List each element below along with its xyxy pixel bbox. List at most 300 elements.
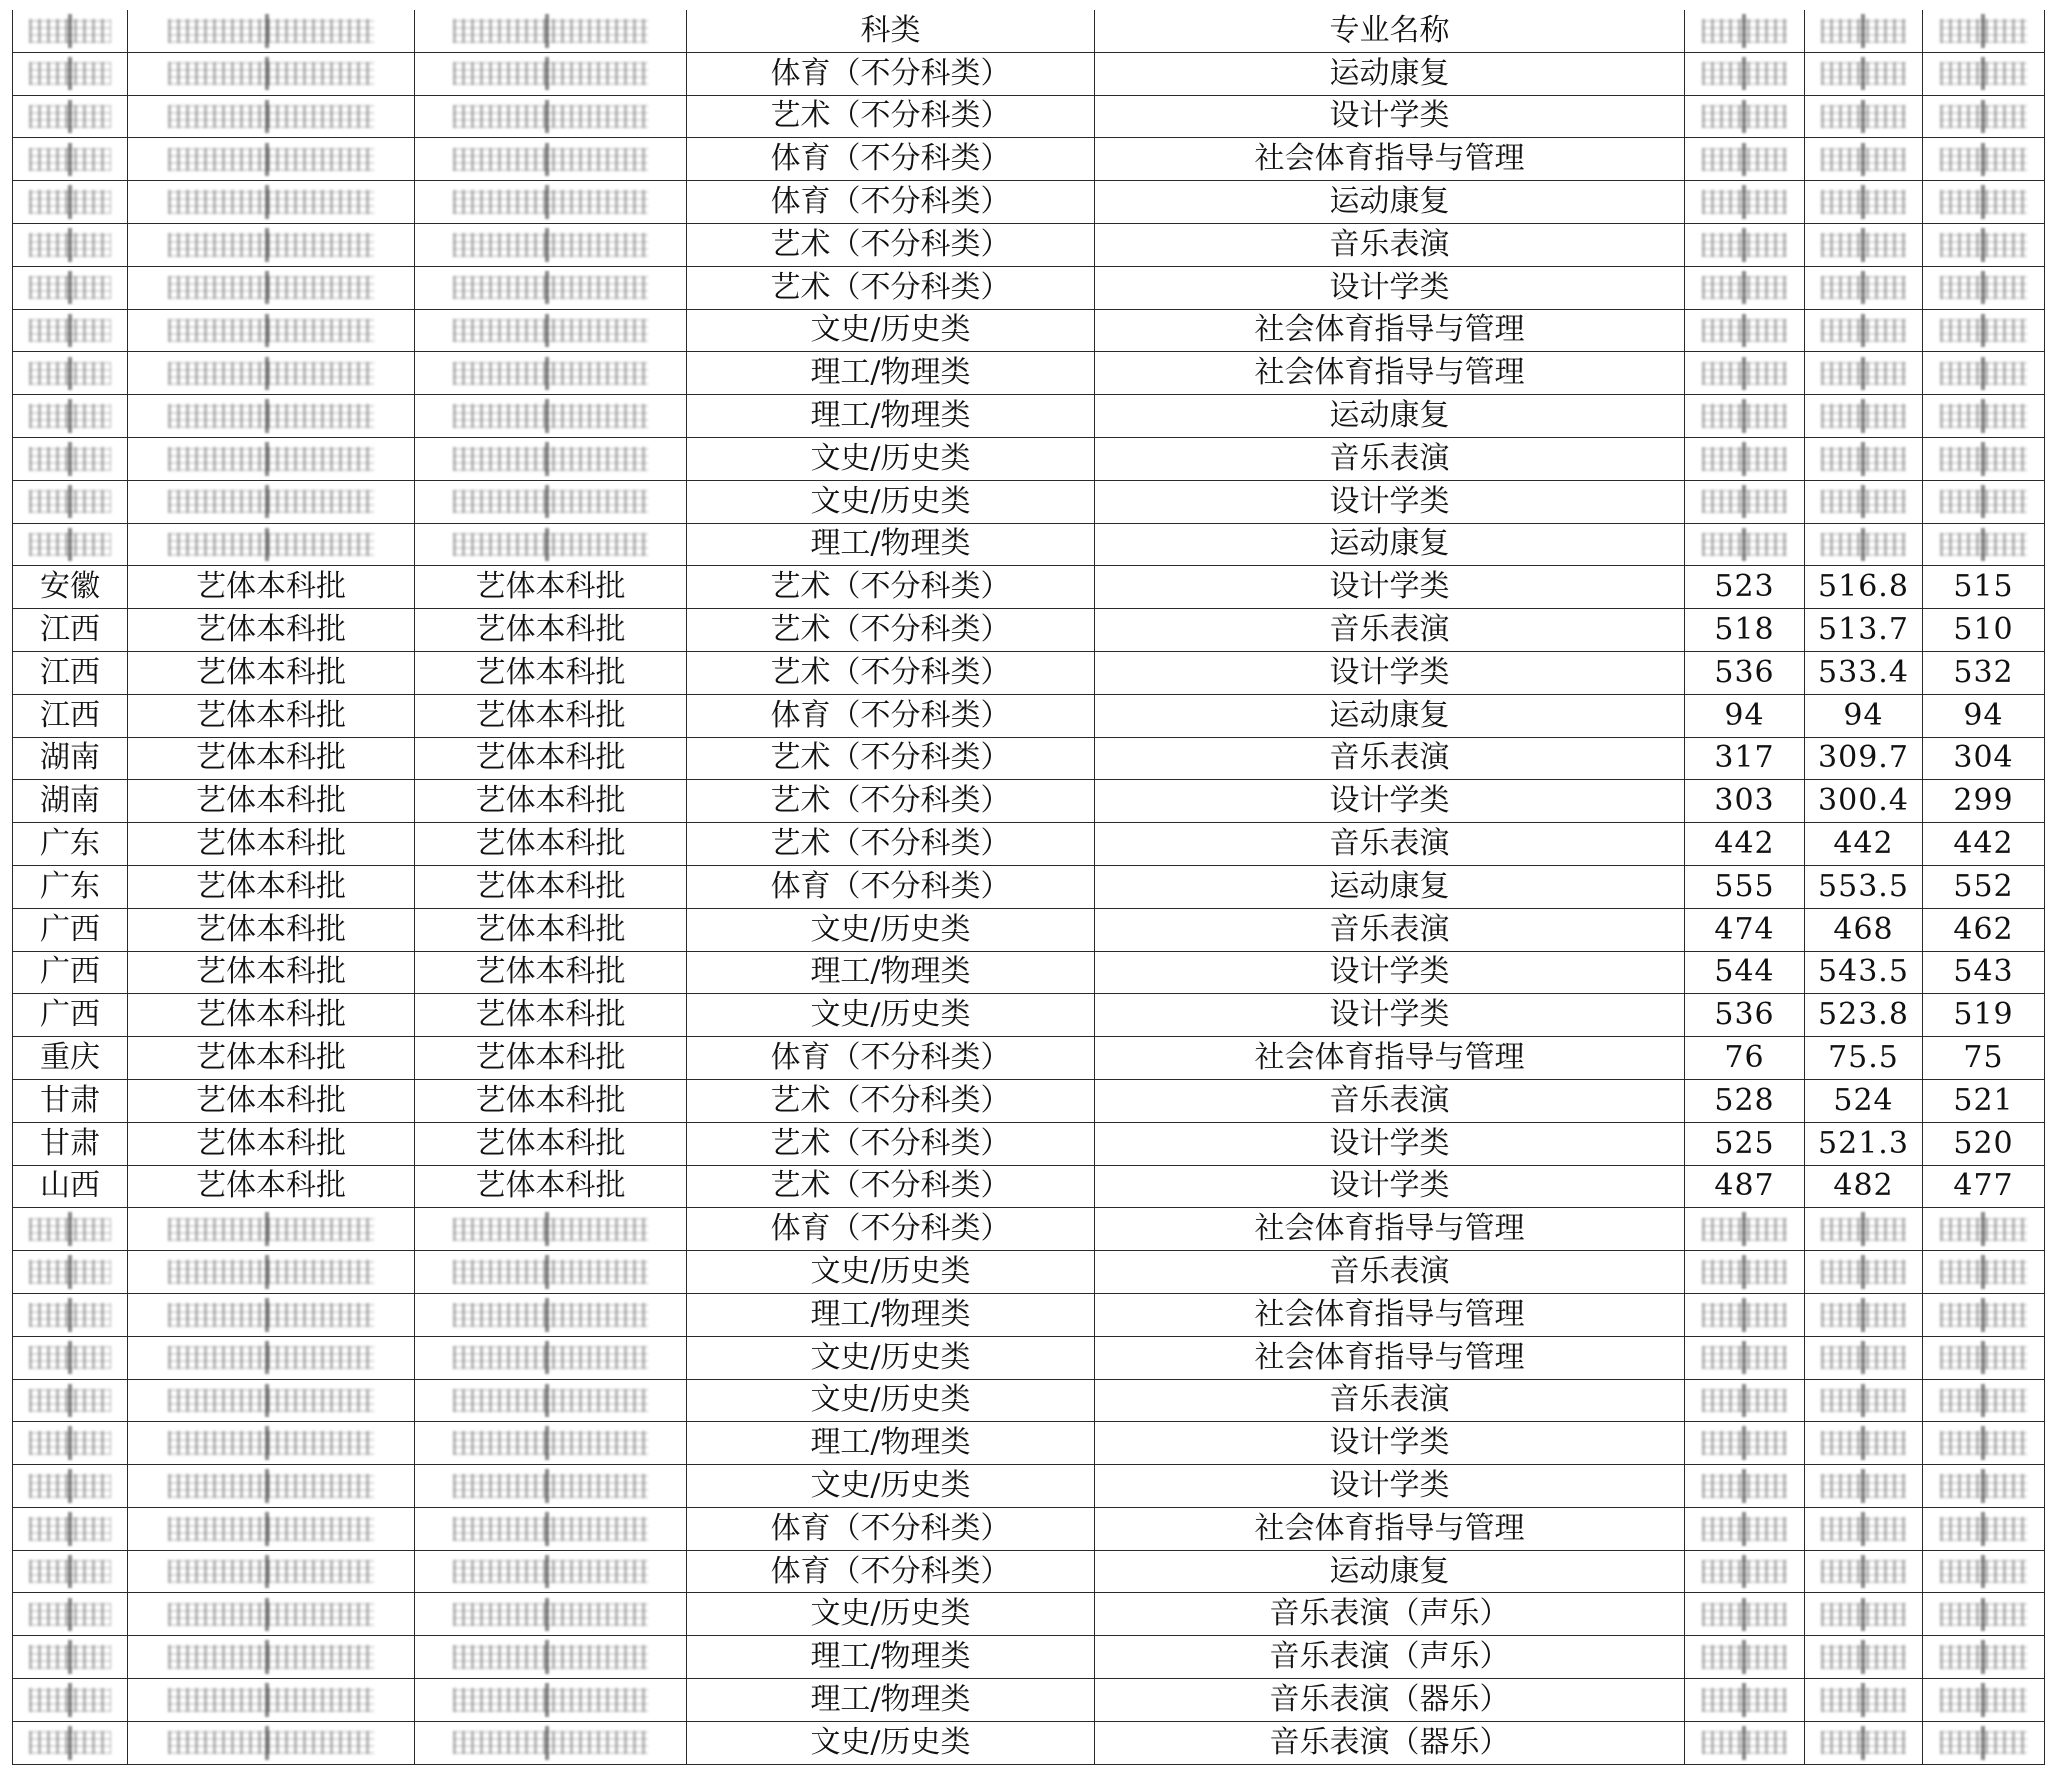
major-cell: 社会体育指导与管理	[1095, 352, 1685, 395]
header-avg-cell	[1805, 10, 1923, 52]
max-score-cell: 528	[1685, 1079, 1805, 1122]
province-cell	[13, 309, 128, 352]
kelei-cell: 艺术（不分科类）	[687, 1079, 1095, 1122]
table-row	[13, 1721, 2045, 1764]
province-cell: 广东	[13, 823, 128, 866]
avg-score-cell: 309.7	[1805, 737, 1923, 780]
max-score-cell	[1685, 181, 1805, 224]
batch-cell	[128, 223, 415, 266]
batch-cell	[128, 1636, 415, 1679]
batch2-cell: 艺体本科批	[415, 780, 687, 823]
major-cell: 设计学类	[1095, 95, 1685, 138]
batch2-cell	[415, 1422, 687, 1465]
avg-score-cell	[1805, 1336, 1923, 1379]
batch2-cell	[415, 480, 687, 523]
avg-score-cell	[1805, 352, 1923, 395]
batch2-cell: 艺体本科批	[415, 823, 687, 866]
avg-score-cell	[1805, 138, 1923, 181]
major-cell: 社会体育指导与管理	[1095, 1336, 1685, 1379]
province-cell	[13, 1293, 128, 1336]
table-row	[13, 352, 2045, 395]
avg-score-cell: 523.8	[1805, 994, 1923, 1037]
max-score-cell: 523	[1685, 566, 1805, 609]
province-cell	[13, 1636, 128, 1679]
kelei-cell: 艺术（不分科类）	[687, 609, 1095, 652]
header-province-cell	[13, 10, 128, 52]
min-score-cell	[1923, 1721, 2045, 1764]
major-cell: 运动康复	[1095, 694, 1685, 737]
province-cell	[13, 1507, 128, 1550]
min-score-cell	[1923, 352, 2045, 395]
max-score-cell: 317	[1685, 737, 1805, 780]
table-row	[13, 737, 2045, 780]
batch2-cell	[415, 395, 687, 438]
major-cell: 设计学类	[1095, 951, 1685, 994]
kelei-cell: 体育（不分科类）	[687, 181, 1095, 224]
province-cell	[13, 181, 128, 224]
max-score-cell	[1685, 1336, 1805, 1379]
avg-score-cell	[1805, 523, 1923, 566]
kelei-cell: 体育（不分科类）	[687, 1507, 1095, 1550]
major-cell: 设计学类	[1095, 266, 1685, 309]
min-score-cell: 462	[1923, 908, 2045, 951]
table-row	[13, 266, 2045, 309]
avg-score-cell: 468	[1805, 908, 1923, 951]
batch2-cell	[415, 52, 687, 95]
avg-score-cell: 516.8	[1805, 566, 1923, 609]
table-row	[13, 181, 2045, 224]
major-cell: 设计学类	[1095, 480, 1685, 523]
min-score-cell: 521	[1923, 1079, 2045, 1122]
table-row	[13, 1679, 2045, 1722]
kelei-cell: 理工/物理类	[687, 951, 1095, 994]
batch-cell: 艺体本科批	[128, 1165, 415, 1208]
province-cell	[13, 1550, 128, 1593]
province-cell	[13, 223, 128, 266]
header-row	[13, 10, 2045, 52]
batch2-cell	[415, 1379, 687, 1422]
province-cell	[13, 1422, 128, 1465]
min-score-cell: 543	[1923, 951, 2045, 994]
kelei-cell: 体育（不分科类）	[687, 138, 1095, 181]
min-score-cell	[1923, 1208, 2045, 1251]
batch-cell	[128, 1679, 415, 1722]
header-kelei: 科类	[687, 10, 1095, 52]
min-score-cell: 477	[1923, 1165, 2045, 1208]
max-score-cell	[1685, 1679, 1805, 1722]
batch-cell	[128, 1208, 415, 1251]
max-score-cell	[1685, 352, 1805, 395]
max-score-cell	[1685, 1465, 1805, 1508]
max-score-cell	[1685, 1721, 1805, 1764]
kelei-cell: 体育（不分科类）	[687, 694, 1095, 737]
avg-score-cell	[1805, 95, 1923, 138]
major-cell: 音乐表演	[1095, 737, 1685, 780]
avg-score-cell	[1805, 1293, 1923, 1336]
province-cell	[13, 1465, 128, 1508]
batch2-cell: 艺体本科批	[415, 566, 687, 609]
table-row	[13, 1636, 2045, 1679]
min-score-cell	[1923, 1465, 2045, 1508]
major-cell: 音乐表演	[1095, 1251, 1685, 1294]
province-cell: 广西	[13, 994, 128, 1037]
table-row	[13, 1465, 2045, 1508]
province-cell: 广东	[13, 865, 128, 908]
province-cell	[13, 52, 128, 95]
batch-cell	[128, 1465, 415, 1508]
batch-cell	[128, 95, 415, 138]
kelei-cell: 理工/物理类	[687, 395, 1095, 438]
province-cell: 湖南	[13, 737, 128, 780]
kelei-cell: 体育（不分科类）	[687, 1037, 1095, 1080]
max-score-cell: 536	[1685, 994, 1805, 1037]
major-cell: 音乐表演	[1095, 1379, 1685, 1422]
min-score-cell	[1923, 1636, 2045, 1679]
major-cell: 运动康复	[1095, 395, 1685, 438]
batch-cell	[128, 1336, 415, 1379]
major-cell: 社会体育指导与管理	[1095, 138, 1685, 181]
batch2-cell	[415, 1507, 687, 1550]
batch-cell	[128, 1550, 415, 1593]
batch-cell: 艺体本科批	[128, 823, 415, 866]
batch2-cell	[415, 1593, 687, 1636]
batch2-cell: 艺体本科批	[415, 908, 687, 951]
avg-score-cell	[1805, 181, 1923, 224]
kelei-cell: 文史/历史类	[687, 908, 1095, 951]
kelei-cell: 文史/历史类	[687, 480, 1095, 523]
min-score-cell	[1923, 437, 2045, 480]
max-score-cell	[1685, 1636, 1805, 1679]
batch2-cell	[415, 352, 687, 395]
min-score-cell: 94	[1923, 694, 2045, 737]
avg-score-cell: 300.4	[1805, 780, 1923, 823]
batch2-cell	[415, 1251, 687, 1294]
kelei-cell: 体育（不分科类）	[687, 865, 1095, 908]
kelei-cell: 理工/物理类	[687, 1293, 1095, 1336]
batch2-cell: 艺体本科批	[415, 737, 687, 780]
batch2-cell	[415, 138, 687, 181]
kelei-cell: 体育（不分科类）	[687, 52, 1095, 95]
header-min-cell	[1923, 10, 2045, 52]
avg-score-cell	[1805, 223, 1923, 266]
table-row	[13, 1208, 2045, 1251]
min-score-cell	[1923, 223, 2045, 266]
major-cell: 社会体育指导与管理	[1095, 1293, 1685, 1336]
table-row	[13, 395, 2045, 438]
kelei-cell: 艺术（不分科类）	[687, 1165, 1095, 1208]
table-row	[13, 1165, 2045, 1208]
table-row	[13, 780, 2045, 823]
batch-cell: 艺体本科批	[128, 566, 415, 609]
batch2-cell: 艺体本科批	[415, 1079, 687, 1122]
batch2-cell	[415, 437, 687, 480]
major-cell: 设计学类	[1095, 1165, 1685, 1208]
score-table	[12, 10, 2045, 1765]
min-score-cell	[1923, 1293, 2045, 1336]
avg-score-cell	[1805, 1251, 1923, 1294]
min-score-cell: 304	[1923, 737, 2045, 780]
header-batch-cell	[128, 10, 415, 52]
avg-score-cell	[1805, 437, 1923, 480]
avg-score-cell: 521.3	[1805, 1122, 1923, 1165]
batch-cell	[128, 309, 415, 352]
max-score-cell	[1685, 1208, 1805, 1251]
kelei-cell: 艺术（不分科类）	[687, 651, 1095, 694]
province-cell	[13, 1379, 128, 1422]
min-score-cell	[1923, 1507, 2045, 1550]
major-cell: 音乐表演	[1095, 908, 1685, 951]
batch-cell: 艺体本科批	[128, 737, 415, 780]
province-cell: 广西	[13, 908, 128, 951]
max-score-cell	[1685, 395, 1805, 438]
kelei-cell: 艺术（不分科类）	[687, 566, 1095, 609]
avg-score-cell: 513.7	[1805, 609, 1923, 652]
batch2-cell	[415, 223, 687, 266]
max-score-cell	[1685, 1251, 1805, 1294]
province-cell	[13, 1336, 128, 1379]
batch2-cell	[415, 1636, 687, 1679]
header-batch2-cell	[415, 10, 687, 52]
header-max-cell	[1685, 10, 1805, 52]
table-row	[13, 1037, 2045, 1080]
max-score-cell	[1685, 1507, 1805, 1550]
major-cell: 音乐表演	[1095, 223, 1685, 266]
avg-score-cell: 75.5	[1805, 1037, 1923, 1080]
min-score-cell	[1923, 395, 2045, 438]
batch-cell	[128, 181, 415, 224]
table-row	[13, 994, 2045, 1037]
avg-score-cell	[1805, 1465, 1923, 1508]
min-score-cell	[1923, 1593, 2045, 1636]
province-cell	[13, 437, 128, 480]
max-score-cell	[1685, 138, 1805, 181]
avg-score-cell	[1805, 309, 1923, 352]
min-score-cell	[1923, 309, 2045, 352]
max-score-cell: 442	[1685, 823, 1805, 866]
avg-score-cell	[1805, 1208, 1923, 1251]
table-row	[13, 908, 2045, 951]
table-row	[13, 1122, 2045, 1165]
batch-cell: 艺体本科批	[128, 1079, 415, 1122]
province-cell: 广西	[13, 951, 128, 994]
kelei-cell: 体育（不分科类）	[687, 1550, 1095, 1593]
batch2-cell	[415, 181, 687, 224]
major-cell: 运动康复	[1095, 181, 1685, 224]
batch2-cell	[415, 95, 687, 138]
batch-cell	[128, 352, 415, 395]
max-score-cell	[1685, 95, 1805, 138]
max-score-cell: 487	[1685, 1165, 1805, 1208]
batch2-cell	[415, 309, 687, 352]
province-cell: 安徽	[13, 566, 128, 609]
batch2-cell	[415, 266, 687, 309]
batch2-cell	[415, 1679, 687, 1722]
table-row	[13, 437, 2045, 480]
kelei-cell: 理工/物理类	[687, 352, 1095, 395]
table-row	[13, 1422, 2045, 1465]
major-cell: 设计学类	[1095, 651, 1685, 694]
major-cell: 音乐表演（声乐）	[1095, 1636, 1685, 1679]
batch2-cell: 艺体本科批	[415, 1165, 687, 1208]
kelei-cell: 文史/历史类	[687, 1465, 1095, 1508]
avg-score-cell: 543.5	[1805, 951, 1923, 994]
province-cell	[13, 1721, 128, 1764]
batch2-cell	[415, 1336, 687, 1379]
min-score-cell: 520	[1923, 1122, 2045, 1165]
avg-score-cell: 524	[1805, 1079, 1923, 1122]
major-cell: 设计学类	[1095, 1122, 1685, 1165]
avg-score-cell	[1805, 1507, 1923, 1550]
kelei-cell: 文史/历史类	[687, 1379, 1095, 1422]
province-cell	[13, 523, 128, 566]
avg-score-cell	[1805, 1550, 1923, 1593]
max-score-cell: 76	[1685, 1037, 1805, 1080]
avg-score-cell: 442	[1805, 823, 1923, 866]
table-row	[13, 694, 2045, 737]
batch-cell	[128, 395, 415, 438]
major-cell: 社会体育指导与管理	[1095, 1507, 1685, 1550]
batch2-cell	[415, 1721, 687, 1764]
max-score-cell: 544	[1685, 951, 1805, 994]
batch2-cell: 艺体本科批	[415, 1122, 687, 1165]
kelei-cell: 文史/历史类	[687, 437, 1095, 480]
min-score-cell	[1923, 523, 2045, 566]
avg-score-cell	[1805, 1379, 1923, 1422]
batch-cell	[128, 1507, 415, 1550]
kelei-cell: 文史/历史类	[687, 994, 1095, 1037]
province-cell: 甘肃	[13, 1079, 128, 1122]
avg-score-cell	[1805, 1593, 1923, 1636]
batch-cell	[128, 1422, 415, 1465]
min-score-cell	[1923, 1550, 2045, 1593]
province-cell	[13, 352, 128, 395]
province-cell: 湖南	[13, 780, 128, 823]
table-body	[13, 52, 2045, 1764]
batch2-cell: 艺体本科批	[415, 994, 687, 1037]
table-row	[13, 523, 2045, 566]
province-cell: 重庆	[13, 1037, 128, 1080]
major-cell: 社会体育指导与管理	[1095, 1208, 1685, 1251]
avg-score-cell	[1805, 1679, 1923, 1722]
kelei-cell: 艺术（不分科类）	[687, 1122, 1095, 1165]
table-row	[13, 52, 2045, 95]
min-score-cell: 552	[1923, 865, 2045, 908]
header-major: 专业名称	[1095, 10, 1685, 52]
batch2-cell: 艺体本科批	[415, 694, 687, 737]
table-row	[13, 1293, 2045, 1336]
province-cell: 江西	[13, 651, 128, 694]
kelei-cell: 理工/物理类	[687, 1636, 1095, 1679]
kelei-cell: 艺术（不分科类）	[687, 737, 1095, 780]
batch2-cell: 艺体本科批	[415, 651, 687, 694]
table-row	[13, 651, 2045, 694]
major-cell: 音乐表演	[1095, 823, 1685, 866]
major-cell: 音乐表演（器乐）	[1095, 1679, 1685, 1722]
batch2-cell	[415, 1208, 687, 1251]
kelei-cell: 文史/历史类	[687, 1251, 1095, 1294]
min-score-cell: 532	[1923, 651, 2045, 694]
min-score-cell	[1923, 1422, 2045, 1465]
major-cell: 音乐表演	[1095, 1079, 1685, 1122]
province-cell	[13, 266, 128, 309]
province-cell	[13, 395, 128, 438]
province-cell	[13, 480, 128, 523]
max-score-cell	[1685, 1593, 1805, 1636]
batch2-cell	[415, 1550, 687, 1593]
batch-cell	[128, 1293, 415, 1336]
kelei-cell: 文史/历史类	[687, 1721, 1095, 1764]
avg-score-cell: 533.4	[1805, 651, 1923, 694]
batch2-cell	[415, 1293, 687, 1336]
batch-cell: 艺体本科批	[128, 1122, 415, 1165]
max-score-cell	[1685, 1379, 1805, 1422]
max-score-cell	[1685, 1550, 1805, 1593]
batch2-cell	[415, 1465, 687, 1508]
batch2-cell: 艺体本科批	[415, 951, 687, 994]
batch-cell	[128, 437, 415, 480]
avg-score-cell	[1805, 266, 1923, 309]
table-row	[13, 95, 2045, 138]
min-score-cell	[1923, 266, 2045, 309]
min-score-cell	[1923, 1679, 2045, 1722]
batch-cell: 艺体本科批	[128, 609, 415, 652]
batch2-cell: 艺体本科批	[415, 1037, 687, 1080]
table-row	[13, 480, 2045, 523]
max-score-cell: 525	[1685, 1122, 1805, 1165]
batch-cell	[128, 480, 415, 523]
max-score-cell: 518	[1685, 609, 1805, 652]
province-cell: 甘肃	[13, 1122, 128, 1165]
min-score-cell	[1923, 95, 2045, 138]
major-cell: 社会体育指导与管理	[1095, 309, 1685, 352]
avg-score-cell	[1805, 1422, 1923, 1465]
province-cell	[13, 1251, 128, 1294]
max-score-cell	[1685, 437, 1805, 480]
max-score-cell	[1685, 1293, 1805, 1336]
province-cell: 江西	[13, 609, 128, 652]
avg-score-cell: 482	[1805, 1165, 1923, 1208]
avg-score-cell: 553.5	[1805, 865, 1923, 908]
batch2-cell	[415, 523, 687, 566]
batch-cell: 艺体本科批	[128, 908, 415, 951]
major-cell: 运动康复	[1095, 52, 1685, 95]
avg-score-cell	[1805, 395, 1923, 438]
major-cell: 设计学类	[1095, 994, 1685, 1037]
min-score-cell: 510	[1923, 609, 2045, 652]
batch2-cell: 艺体本科批	[415, 865, 687, 908]
table-row	[13, 609, 2045, 652]
batch-cell: 艺体本科批	[128, 780, 415, 823]
kelei-cell: 理工/物理类	[687, 1679, 1095, 1722]
province-cell	[13, 1679, 128, 1722]
province-cell: 江西	[13, 694, 128, 737]
table-row	[13, 1593, 2045, 1636]
major-cell: 设计学类	[1095, 1465, 1685, 1508]
major-cell: 设计学类	[1095, 1422, 1685, 1465]
max-score-cell	[1685, 266, 1805, 309]
kelei-cell: 艺术（不分科类）	[687, 823, 1095, 866]
batch-cell	[128, 1593, 415, 1636]
batch-cell: 艺体本科批	[128, 994, 415, 1037]
kelei-cell: 文史/历史类	[687, 1336, 1095, 1379]
province-cell	[13, 1208, 128, 1251]
batch-cell: 艺体本科批	[128, 1037, 415, 1080]
table-row	[13, 223, 2045, 266]
min-score-cell: 515	[1923, 566, 2045, 609]
max-score-cell: 474	[1685, 908, 1805, 951]
table-row	[13, 823, 2045, 866]
batch-cell: 艺体本科批	[128, 651, 415, 694]
